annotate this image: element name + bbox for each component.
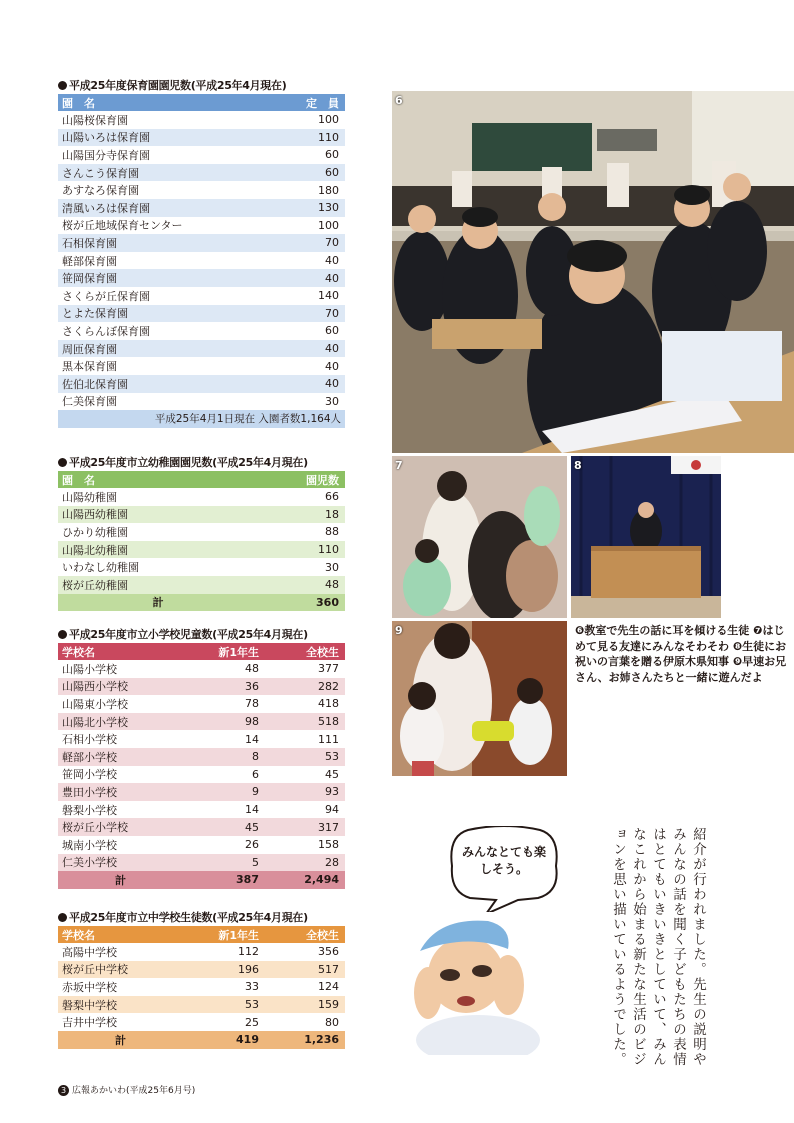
table-row [58, 961, 345, 979]
note-row [58, 410, 345, 428]
cell-name: 山陽幼稚園 [62, 490, 117, 504]
cell-value: 5 [183, 854, 265, 872]
nursery-section [58, 78, 345, 428]
cell-value: 40 [258, 340, 345, 358]
cell-name: 山陽国分寺保育園 [62, 148, 150, 162]
cell-name: 山陽北小学校 [58, 713, 183, 731]
junior-title: 平成25年度市立中学校生徒数(平成25年4月現在) [58, 910, 345, 926]
cell-name: あすなろ保育園 [62, 184, 139, 198]
col-header-new: 新1年生 [183, 926, 265, 943]
cell-name: さんこう保育園 [58, 164, 258, 182]
photo-number-7: 7 [395, 459, 403, 472]
table-row [58, 252, 345, 270]
col-header-name: 園 名 [58, 94, 258, 111]
table-row [58, 818, 345, 836]
enrollment-note: 平成25年4月1日現在 入園者数1,164人 [58, 410, 345, 428]
child-photo [408, 915, 558, 1055]
total-all: 2,494 [265, 871, 345, 889]
table-row [58, 146, 345, 164]
cell-value: 9 [183, 783, 265, 801]
cell-name: 山陽桜保育園 [62, 113, 128, 127]
table-row [58, 854, 345, 872]
table-row [58, 305, 345, 323]
cell-value: 88 [325, 525, 339, 539]
table-row [58, 713, 345, 731]
cell-value: 30 [325, 560, 339, 574]
kindergarten-title: 平成25年度市立幼稚園園児数(平成25年4月現在) [58, 455, 345, 471]
photo-number-8: 8 [574, 459, 582, 472]
cell-value: 33 [245, 980, 259, 994]
cell-value: 98 [183, 713, 265, 731]
photo-playing-children [392, 621, 567, 776]
cell-value: 317 [265, 818, 345, 836]
table-row [58, 129, 345, 147]
photo-classroom [392, 91, 794, 453]
cell-name: 山陽西小学校 [58, 678, 183, 696]
cell-value: 110 [258, 129, 345, 147]
bullet-icon [58, 81, 67, 90]
cell-value: 80 [325, 1015, 339, 1029]
cell-name: 佐伯北保育園 [58, 375, 258, 393]
cell-value: 124 [318, 980, 339, 994]
total-label: 計 [58, 1031, 183, 1049]
cell-value: 8 [183, 748, 265, 766]
cell-value: 418 [318, 697, 339, 711]
elementary-title: 平成25年度市立小学校児童数(平成25年4月現在) [58, 627, 345, 643]
table-row [58, 541, 345, 559]
cell-name: 吉井中学校 [62, 1016, 117, 1030]
cell-name: 豊田小学校 [58, 783, 183, 801]
col-header-capacity: 定 員 [258, 94, 345, 111]
article-body-text: 紹介が行われました。先生の説明やみんなの話を聞く子どもたちの表情はとてもいきいきとしていて、みんなこれから始まる新たな生活のビジョンを思い描いているようでした。 [610, 827, 706, 1067]
cell-value: 517 [265, 961, 345, 979]
cell-name: 山陽小学校 [62, 662, 117, 676]
total-new: 387 [183, 871, 265, 889]
cell-name: 磐梨小学校 [62, 803, 117, 817]
cell-name: さくらが丘保育園 [62, 289, 150, 303]
cell-name: 山陽東小学校 [62, 697, 128, 711]
cell-value: 60 [258, 164, 345, 182]
table-row [58, 695, 345, 713]
cell-value: 40 [325, 359, 339, 373]
photo-number-9: 9 [395, 624, 403, 637]
table-row [58, 766, 345, 784]
bullet-icon [58, 913, 67, 922]
cell-name: 仁美小学校 [58, 854, 183, 872]
table-row [58, 269, 345, 287]
photo-governor-speech [571, 456, 721, 618]
table-row [58, 943, 345, 961]
cell-name: 桜が丘地域保育センター [62, 219, 183, 233]
playing-illustration [392, 621, 567, 776]
cell-name: さくらんぼ保育園 [62, 324, 150, 338]
table-row [58, 801, 345, 819]
cell-value: 159 [265, 996, 345, 1014]
cell-value: 111 [318, 732, 339, 746]
total-label: 計 [58, 871, 183, 889]
cell-name: 笹岡小学校 [62, 768, 117, 782]
speech-bubble-text: みんなとても楽しそう。 [461, 845, 546, 876]
cell-value: 112 [238, 945, 259, 959]
table-row [58, 660, 345, 678]
table-row [58, 393, 345, 411]
stage-illustration [571, 456, 721, 618]
table-row [58, 558, 345, 576]
table-row [58, 488, 345, 506]
photo-number-6: 6 [395, 94, 403, 107]
cell-name: 山陽北幼稚園 [58, 541, 258, 559]
col-header-all: 全校生 [265, 926, 345, 943]
cell-name: 笹岡保育園 [58, 269, 258, 287]
cell-value: 196 [183, 961, 265, 979]
photo-caption: ❻教室で先生の話に耳を傾ける生徒 ❼はじめて見る友達にみんなそわそわ ❽生徒にお祝いの言葉を贈る伊原木県知事 ❾早速お兄さん、お姉さんたちと一緒に遊んだよ [575, 624, 787, 684]
cell-value: 140 [318, 289, 339, 303]
junior-section [58, 910, 345, 1049]
cell-value: 110 [258, 541, 345, 559]
cell-value: 356 [318, 945, 339, 959]
cell-value: 180 [318, 183, 339, 197]
cell-value: 40 [325, 254, 339, 268]
cell-value: 100 [318, 218, 339, 232]
total-row [58, 594, 345, 612]
table-row [58, 287, 345, 305]
bullet-icon [58, 630, 67, 639]
table-row [58, 748, 345, 766]
cell-name: 高陽中学校 [62, 945, 117, 959]
cell-value: 25 [245, 1015, 259, 1029]
cell-value: 45 [183, 818, 265, 836]
cell-name: 桜が丘中学校 [58, 961, 183, 979]
table-row [58, 506, 345, 524]
table-row [58, 111, 345, 129]
cell-name: 軽部保育園 [62, 254, 117, 268]
table-row [58, 234, 345, 252]
parents-children-illustration [392, 456, 567, 618]
table-row [58, 523, 345, 541]
cell-value: 93 [265, 783, 345, 801]
cell-value: 518 [265, 713, 345, 731]
total-row [58, 1031, 345, 1049]
table-row [58, 340, 345, 358]
cell-value: 40 [258, 375, 345, 393]
cell-value: 14 [245, 732, 259, 746]
elementary-table [58, 643, 345, 889]
cell-name: 石相小学校 [62, 733, 117, 747]
nursery-table [58, 94, 345, 428]
cell-name: 桜が丘小学校 [58, 818, 183, 836]
table-row [58, 181, 345, 199]
cell-name: 軽部小学校 [58, 748, 183, 766]
col-header-count: 園児数 [258, 471, 345, 488]
cell-value: 70 [258, 305, 345, 323]
cell-name: ひかり幼稚園 [62, 525, 128, 539]
cell-name: 磐梨中学校 [58, 996, 183, 1014]
cell-value: 48 [245, 662, 259, 676]
kindergarten-section [58, 455, 345, 611]
classroom-illustration [392, 91, 794, 453]
col-header-school: 学校名 [58, 926, 183, 943]
table-row [58, 678, 345, 696]
cell-name: いわなし幼稚園 [62, 561, 139, 575]
photo-parents-children [392, 456, 567, 618]
table-row [58, 996, 345, 1014]
table-row [58, 357, 345, 375]
cell-value: 18 [258, 506, 345, 524]
cell-value: 60 [325, 148, 339, 162]
cell-value: 30 [325, 394, 339, 408]
cell-value: 26 [245, 838, 259, 852]
cell-value: 53 [265, 748, 345, 766]
table-row [58, 978, 345, 996]
cell-name: 清風いろは保育園 [58, 199, 258, 217]
total-value: 360 [258, 594, 345, 612]
cell-value: 94 [325, 803, 339, 817]
table-row [58, 217, 345, 235]
cell-name: 石相保育園 [58, 234, 258, 252]
bullet-icon [58, 458, 67, 467]
table-row [58, 730, 345, 748]
table-row [58, 164, 345, 182]
cell-value: 28 [265, 854, 345, 872]
total-label: 計 [58, 594, 258, 612]
cell-name: 黒本保育園 [62, 360, 117, 374]
cell-name: 桜が丘幼稚園 [58, 576, 258, 594]
cell-value: 6 [252, 767, 259, 781]
cell-name: とよた保育園 [58, 305, 258, 323]
table-row [58, 322, 345, 340]
col-header-name: 園 名 [58, 471, 258, 488]
cell-name: 赤坂中学校 [62, 980, 117, 994]
cell-value: 70 [258, 234, 345, 252]
col-header-school: 学校名 [58, 643, 183, 660]
cell-value: 53 [183, 996, 265, 1014]
table-row [58, 576, 345, 594]
col-header-all: 全校生 [265, 643, 345, 660]
cell-value: 130 [258, 199, 345, 217]
table-row [58, 836, 345, 854]
junior-table [58, 926, 345, 1049]
cell-value: 158 [318, 838, 339, 852]
cell-value: 100 [318, 113, 339, 127]
col-header-new: 新1年生 [183, 643, 265, 660]
cell-name: 山陽いろは保育園 [58, 129, 258, 147]
cell-value: 48 [258, 576, 345, 594]
page-number: 3 [58, 1085, 69, 1096]
kindergarten-table [58, 471, 345, 611]
cell-value: 282 [265, 678, 345, 696]
table-row [58, 1013, 345, 1031]
cell-value: 377 [318, 662, 339, 676]
table-row [58, 199, 345, 217]
elementary-section [58, 627, 345, 889]
cell-value: 36 [183, 678, 265, 696]
table-row [58, 375, 345, 393]
cell-name: 山陽西幼稚園 [58, 506, 258, 524]
cell-value: 66 [325, 490, 339, 504]
cell-value: 78 [245, 697, 259, 711]
cell-value: 14 [245, 803, 259, 817]
cell-name: 仁美保育園 [62, 395, 117, 409]
total-row [58, 871, 345, 889]
nursery-title: 平成25年度保育園園児数(平成25年4月現在) [58, 78, 345, 94]
total-all: 1,236 [265, 1031, 345, 1049]
cell-name: 城南小学校 [62, 838, 117, 852]
total-new: 419 [183, 1031, 265, 1049]
publication-name: 広報あかいわ(平成25年6月号) [72, 1086, 196, 1096]
cell-value: 45 [325, 767, 339, 781]
cell-value: 40 [258, 269, 345, 287]
cell-value: 60 [325, 324, 339, 338]
cell-name: 周匝保育園 [58, 340, 258, 358]
table-row [58, 783, 345, 801]
page-footer [58, 1083, 195, 1096]
